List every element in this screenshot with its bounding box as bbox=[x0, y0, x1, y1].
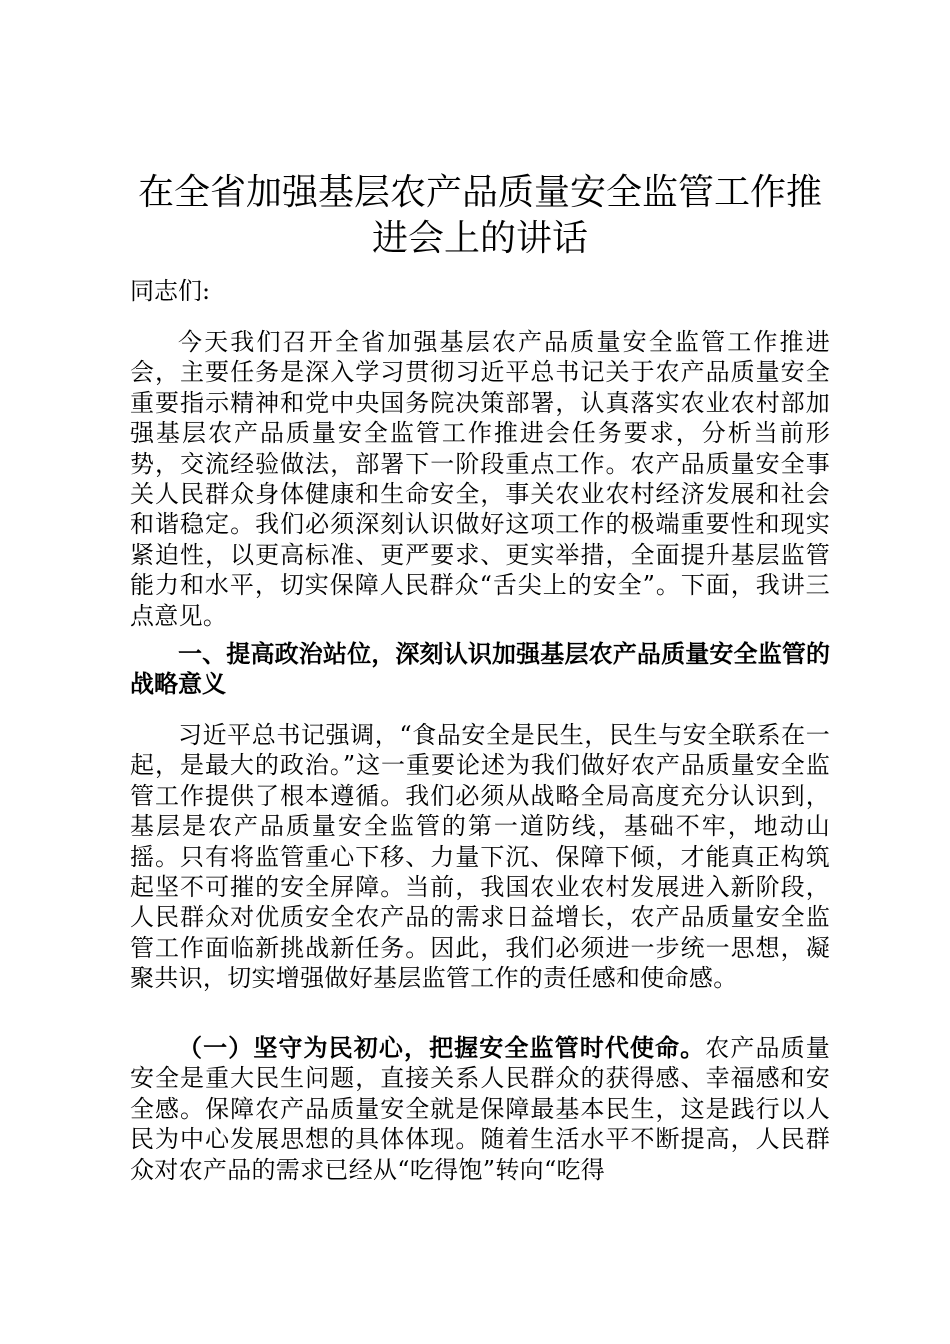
salutation: 同志们: bbox=[130, 277, 211, 305]
subsection-lead: （一）坚守为民初心，把握安全监管时代使命。 bbox=[178, 1033, 706, 1062]
section-heading-1: 一、提高政治站位，深刻认识加强基层农产品质量安全监管的战略意义 bbox=[130, 639, 830, 699]
paragraph-intro: 今天我们召开全省加强基层农产品质量安全监管工作推进会，主要任务是深入学习贯彻习近平总书记关于农产品质量安全重要指示精神和党中央国务院决策部署，认真落实农业农村部加强基层农产品质量安全监管工作推进会任务要求，分析当前形势，交流经验做法，部署下一阶段重点工作。农产品质量安全事关人民群众身体健康和生命安全，事关农业农村经济发展和社会和谐稳定。我们必须深刻认识做好这项工作的极端重要性和现实紧迫性，以更高标准、更严要求、更实举措，全面提升基层监管能力和水平，切实保障人民群众“舌尖上的安全”。下面，我讲三点意见。 bbox=[130, 328, 830, 630]
subsection-body: 农产品质量安全是重大民生问题，直接关系人民群众的获得感、幸福感和安全感。保障农产品质量安全就是保障最基本民生，这是践行以人民为中心发展思想的具体体现。随着生活水平不断提高，人民群众对农产品的需求已经从“吃得饱”转向“吃得 bbox=[130, 1034, 830, 1184]
paragraph-subsection-1 bbox=[130, 1033, 830, 1185]
document-title: 在全省加强基层农产品质量安全监管工作推进会上的讲话 bbox=[137, 172, 822, 259]
paragraph-section-1: 习近平总书记强调，“食品安全是民生，民生与安全联系在一起，是最大的政治。”这一重要论述为我们做好农产品质量安全监管工作提供了根本遵循。我们必须从战略全局高度充分认识到，基层是农产品质量安全监管的第一道防线，基础不牢，地动山摇。只有将监管重心下移、力量下沉、保障下倾，才能真正构筑起坚不可摧的安全屏障。当前，我国农业农村发展进入新阶段，人民群众对优质安全农产品的需求日益增长，农产品质量安全监管工作面临新挑战新任务。因此，我们必须进一步统一思想，凝聚共识，切实增强做好基层监管工作的责任感和使命感。 bbox=[130, 721, 830, 993]
